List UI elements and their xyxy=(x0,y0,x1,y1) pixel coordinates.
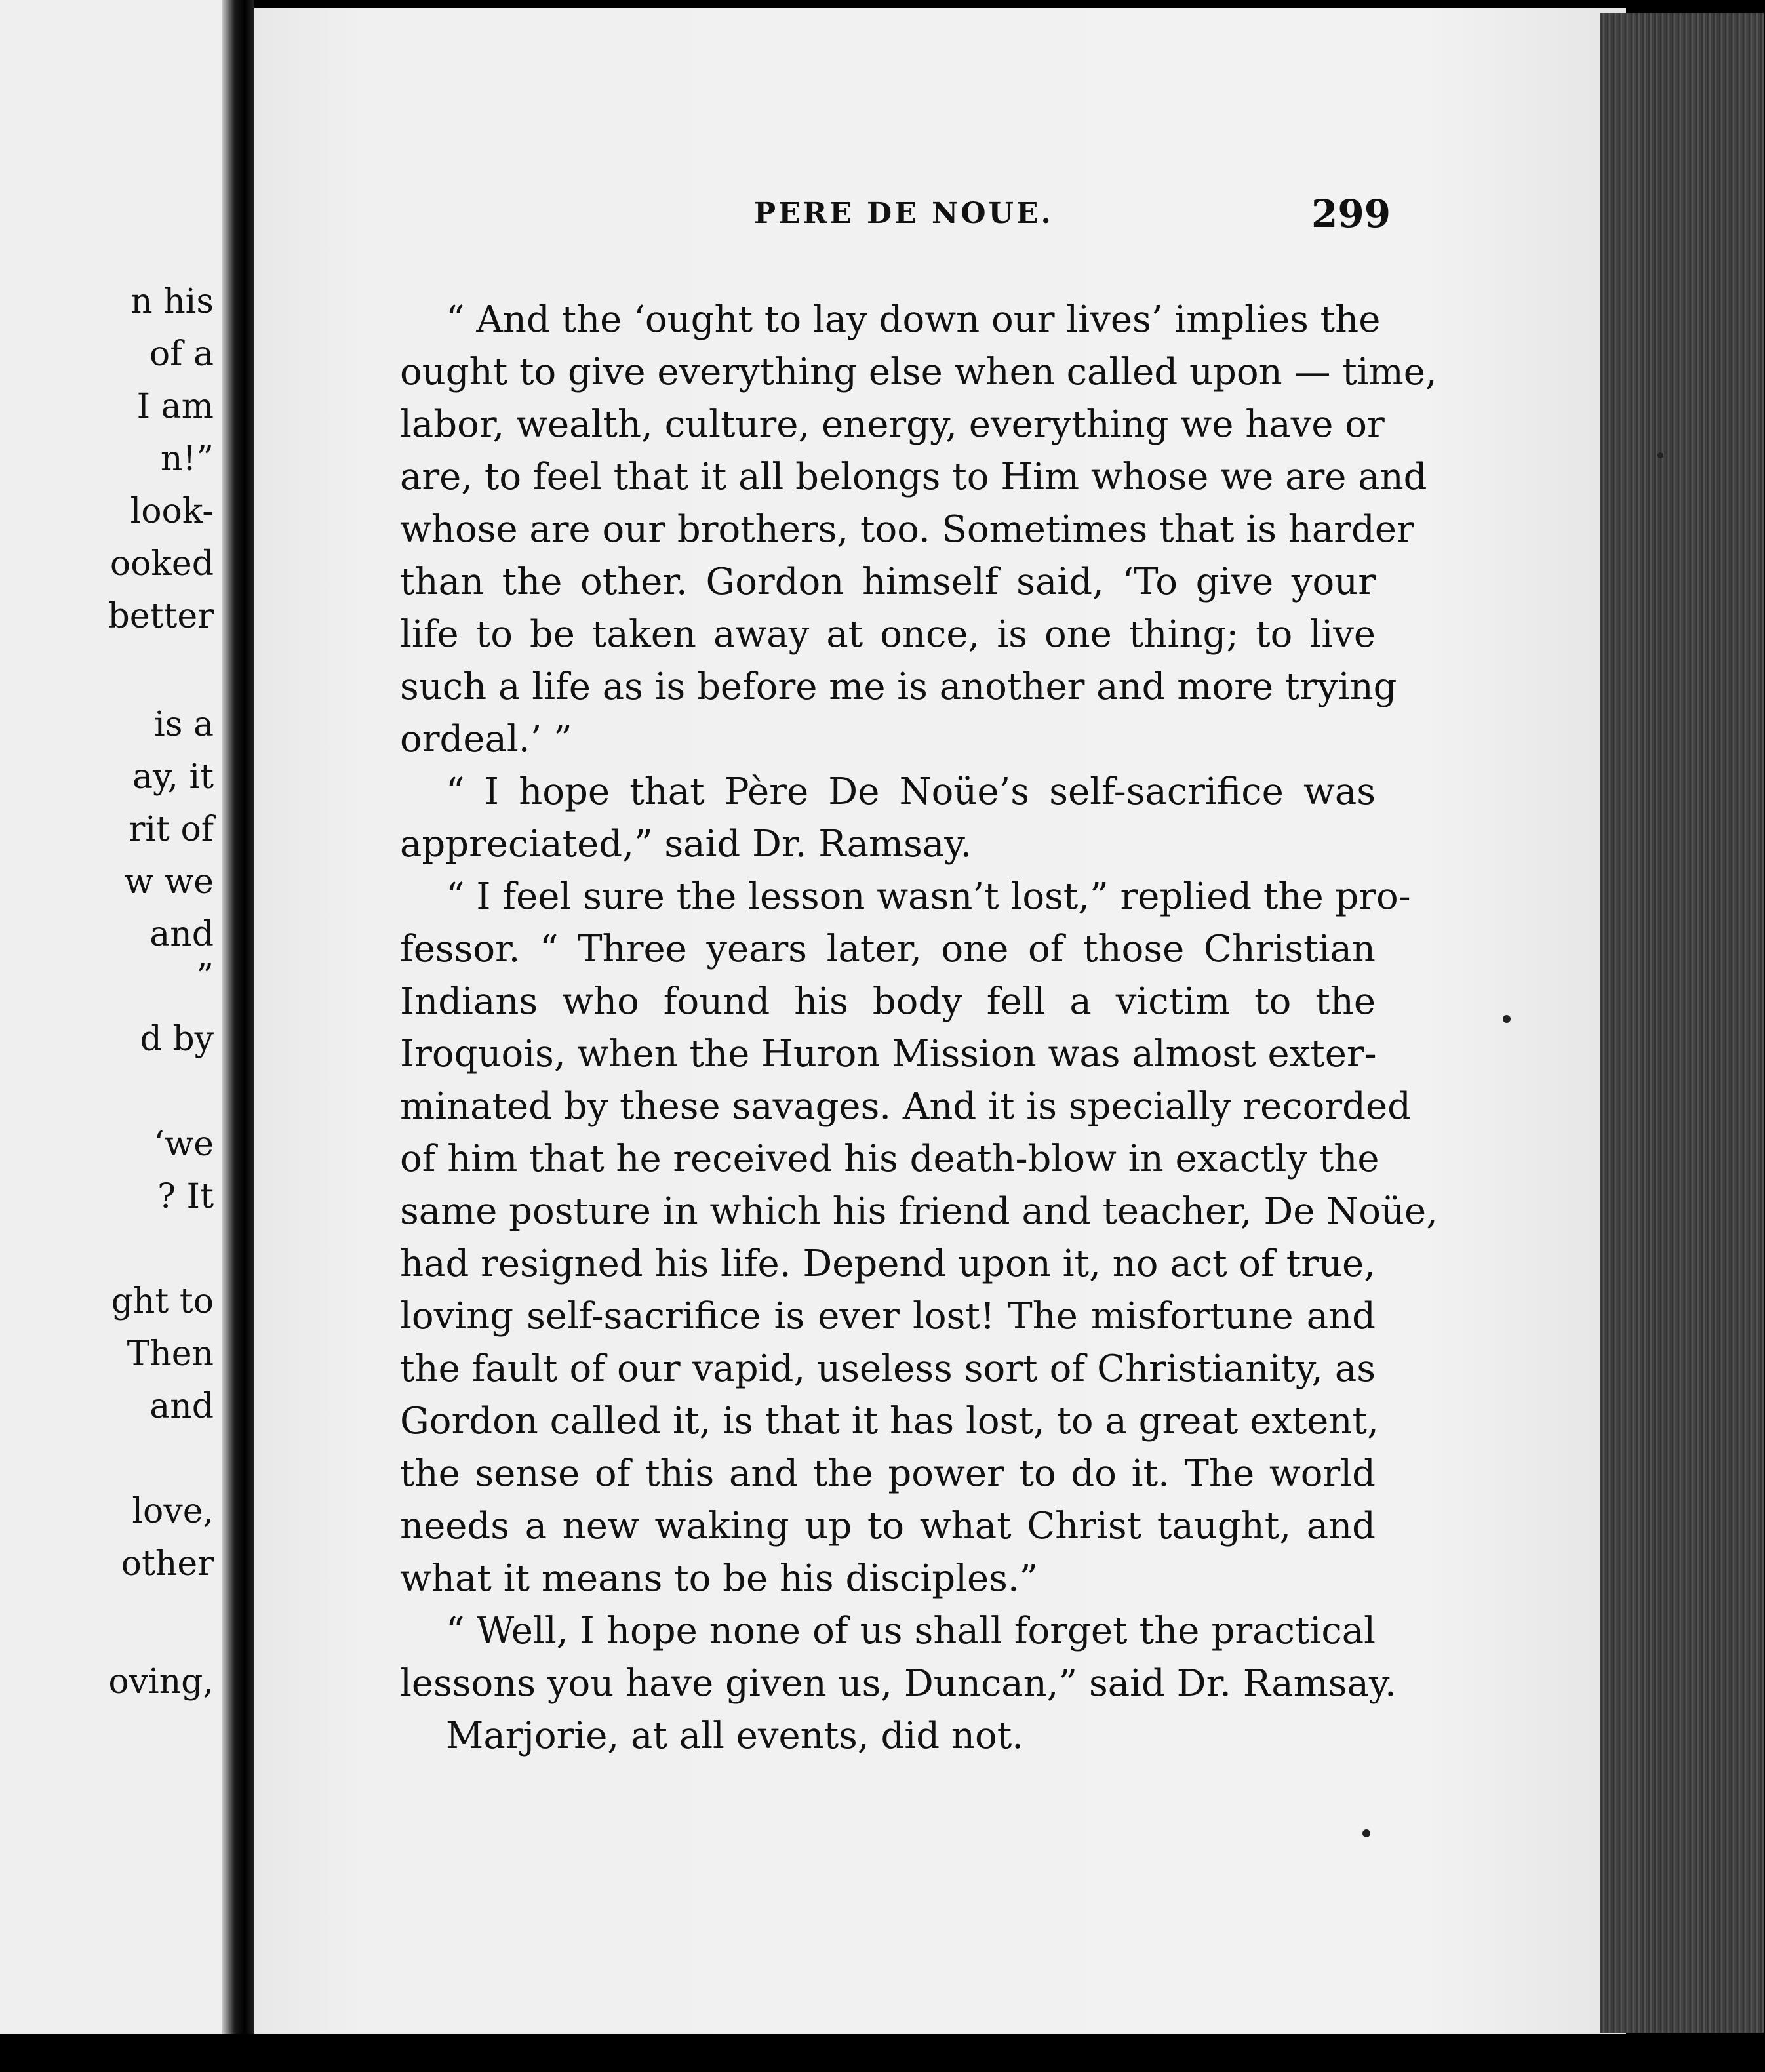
scan-speck xyxy=(1657,452,1663,458)
body-line: Marjorie, at all events, did not. xyxy=(446,1715,1024,1757)
body-line: fessor. “ Three years later, one of those Christian xyxy=(400,928,1376,970)
body-line: same posture in which his friend and teacher, De Noüe, xyxy=(400,1190,1438,1233)
left-page-line: rit of xyxy=(129,810,214,849)
body-line: had resigned his life. Depend upon it, no act of true, xyxy=(400,1243,1376,1285)
body-line: the sense of this and the power to do it. The world xyxy=(400,1452,1376,1495)
body-line: “ I feel sure the lesson wasn’t lost,” replied the pro- xyxy=(446,875,1411,918)
body-line: Indians who found his body fell a victim to the xyxy=(400,980,1376,1023)
left-page-line: of a xyxy=(149,334,214,374)
body-line: life to be taken away at once, is one thing; to live xyxy=(400,613,1376,656)
body-line: minated by these savages. And it is specially recorded xyxy=(400,1085,1411,1128)
left-facing-page xyxy=(0,0,222,2036)
left-page-line: love, xyxy=(132,1492,214,1531)
body-line: needs a new waking up to what Christ taught, and xyxy=(400,1505,1376,1547)
body-line: “ Well, I hope none of us shall forget the practical xyxy=(446,1610,1376,1652)
left-page-line: ay, it xyxy=(132,757,214,797)
left-page-line: and xyxy=(149,915,214,954)
left-page-line: ” xyxy=(196,957,214,997)
body-line: appreciated,” said Dr. Ramsay. xyxy=(400,823,972,866)
body-line: labor, wealth, culture, energy, everything we have or xyxy=(400,403,1385,446)
body-text xyxy=(400,294,1438,1763)
left-page-line: ooked xyxy=(109,544,214,584)
body-line: ordeal.’ ” xyxy=(400,718,572,761)
left-page-line: d by xyxy=(140,1020,214,1059)
scan-bottom-edge xyxy=(0,2034,1765,2072)
left-page-line: I am xyxy=(136,387,214,426)
body-line: whose are our brothers, too. Sometimes that is harder xyxy=(400,508,1414,551)
left-page-line: ? It xyxy=(157,1177,214,1216)
body-line: Gordon called it, is that it has lost, to a great extent, xyxy=(400,1400,1379,1443)
left-page-line: and xyxy=(149,1387,214,1426)
body-line: are, to feel that it all belongs to Him whose we are and xyxy=(400,456,1427,498)
left-page-line: ght to xyxy=(111,1282,214,1321)
page-edges xyxy=(1600,13,1764,2033)
body-line: ought to give everything else when called upon — time, xyxy=(400,351,1437,393)
left-page-line: look- xyxy=(130,492,214,531)
body-line: the fault of our vapid, useless sort of Christianity, as xyxy=(400,1347,1376,1390)
body-line: “ And the ‘ought to lay down our lives’ implies the xyxy=(446,298,1381,341)
body-line: than the other. Gordon himself said, ‘To give your xyxy=(400,561,1376,603)
book-gutter xyxy=(222,0,254,2036)
left-page-line: w we xyxy=(124,862,214,902)
left-page-line: oving, xyxy=(108,1662,214,1702)
running-head: PERE DE NOUE. xyxy=(754,197,1054,230)
body-line: “ I hope that Père De Noüe’s self-sacrifice was xyxy=(446,770,1376,813)
left-page-line: better xyxy=(108,597,214,636)
scan-speck xyxy=(1362,1829,1370,1837)
left-page-line: n his xyxy=(130,282,214,321)
body-line: lessons you have given us, Duncan,” said Dr. Ramsay. xyxy=(400,1662,1397,1705)
body-line: such a life as is before me is another and more trying xyxy=(400,666,1397,708)
left-page-line: ‘we xyxy=(153,1125,214,1164)
scan-speck xyxy=(1503,1015,1511,1023)
left-page-line: n!” xyxy=(161,439,214,479)
page-number: 299 xyxy=(1311,191,1391,236)
body-line: loving self-sacrifice is ever lost! The misfortune and xyxy=(400,1295,1376,1338)
body-line: Iroquois, when the Huron Mission was almost exter- xyxy=(400,1033,1377,1075)
left-page-line: other xyxy=(121,1544,214,1584)
body-line: of him that he received his death-blow in exactly the xyxy=(400,1138,1379,1180)
body-line: what it means to be his disciples.” xyxy=(400,1557,1039,1600)
left-page-line: Then xyxy=(127,1334,214,1374)
left-page-line: is a xyxy=(154,705,214,744)
